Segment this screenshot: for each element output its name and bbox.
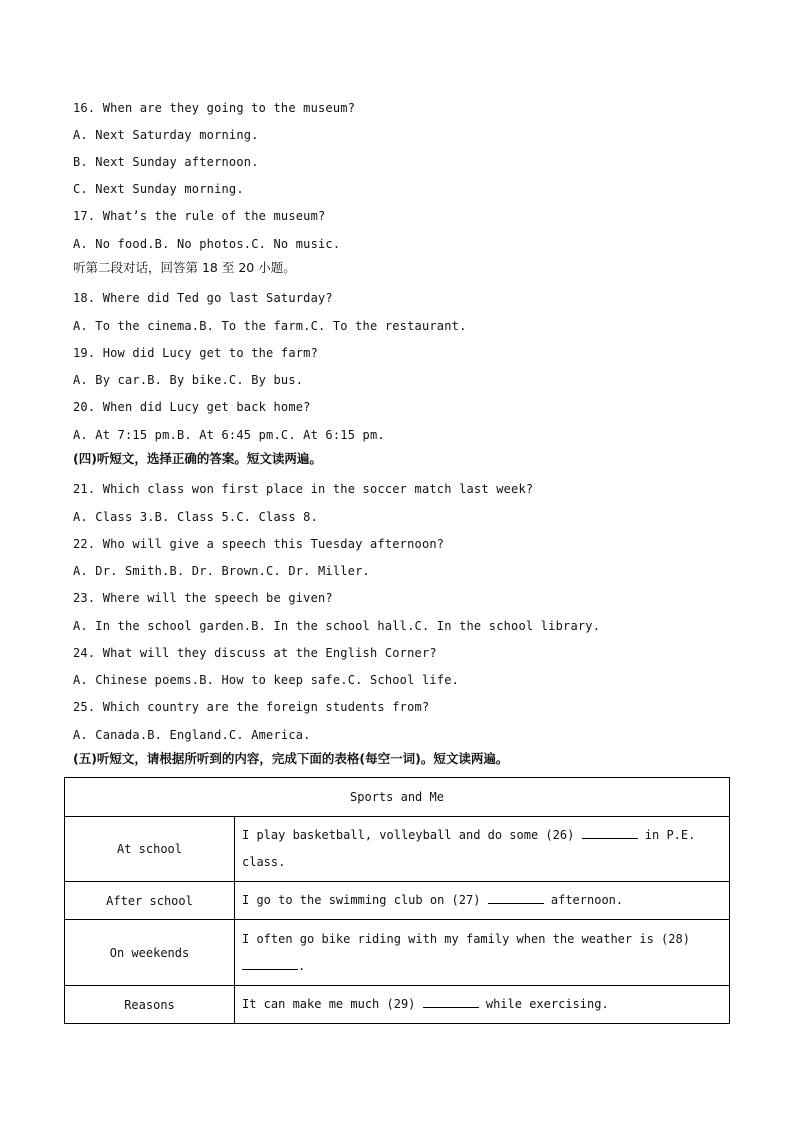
table-title: Sports and Me	[65, 778, 730, 817]
question-21: 21. Which class won first place in the soccer match last week?	[73, 482, 534, 496]
row-label: At school	[65, 817, 235, 882]
fill-in-table	[64, 777, 730, 1024]
question-18: 18. Where did Ted go last Saturday?	[73, 291, 333, 305]
question-25: 25. Which country are the foreign students from?	[73, 700, 430, 714]
row-content: I play basketball, volleyball and do some (26) in P.E. class.	[235, 817, 730, 882]
table-row	[65, 920, 730, 986]
options-21: A. Class 3.B. Class 5.C. Class 8.	[73, 510, 319, 524]
section-5-heading: (五)听短文，请根据所听到的内容，完成下面的表格(每空一词)。短文读两遍。	[73, 751, 509, 766]
row-label: Reasons	[65, 986, 235, 1024]
options-25: A. Canada.B. England.C. America.	[73, 728, 311, 742]
answer-blank-27[interactable]	[488, 893, 544, 904]
options-23: A. In the school garden.B. In the school hall.C. In the school library.	[73, 619, 601, 633]
table-row	[65, 817, 730, 882]
section-instruction-dialogue-2: 听第二段对话，回答第 18 至 20 小题。	[73, 260, 296, 275]
table-row	[65, 882, 730, 920]
answer-blank-26[interactable]	[582, 828, 638, 839]
options-17: A. No food.B. No photos.C. No music.	[73, 237, 341, 251]
question-17: 17. What’s the rule of the museum?	[73, 209, 326, 223]
table-row	[65, 986, 730, 1024]
row-content: It can make me much (29) while exercising.	[235, 986, 730, 1024]
question-19: 19. How did Lucy get to the farm?	[73, 346, 319, 360]
question-24: 24. What will they discuss at the English Corner?	[73, 646, 437, 660]
question-16: 16. When are they going to the museum?	[73, 101, 356, 115]
options-20: A. At 7:15 pm.B. At 6:45 pm.C. At 6:15 pm.	[73, 428, 385, 442]
row-content: I often go bike riding with my family when the weather is (28) .	[235, 920, 730, 986]
option-16c: C. Next Sunday morning.	[73, 182, 244, 196]
options-19: A. By car.B. By bike.C. By bus.	[73, 373, 304, 387]
answer-blank-28[interactable]	[242, 959, 298, 970]
options-24: A. Chinese poems.B. How to keep safe.C. School life.	[73, 673, 460, 687]
question-23: 23. Where will the speech be given?	[73, 591, 333, 605]
section-4-heading: (四)听短文，选择正确的答案。短文读两遍。	[73, 451, 322, 466]
question-20: 20. When did Lucy get back home?	[73, 400, 311, 414]
options-22: A. Dr. Smith.B. Dr. Brown.C. Dr. Miller.	[73, 564, 370, 578]
answer-blank-29[interactable]	[423, 997, 479, 1008]
row-label: On weekends	[65, 920, 235, 986]
row-label: After school	[65, 882, 235, 920]
options-18: A. To the cinema.B. To the farm.C. To the restaurant.	[73, 319, 467, 333]
option-16b: B. Next Sunday afternoon.	[73, 155, 259, 169]
question-22: 22. Who will give a speech this Tuesday afternoon?	[73, 537, 445, 551]
option-16a: A. Next Saturday morning.	[73, 128, 259, 142]
row-content: I go to the swimming club on (27) afternoon.	[235, 882, 730, 920]
